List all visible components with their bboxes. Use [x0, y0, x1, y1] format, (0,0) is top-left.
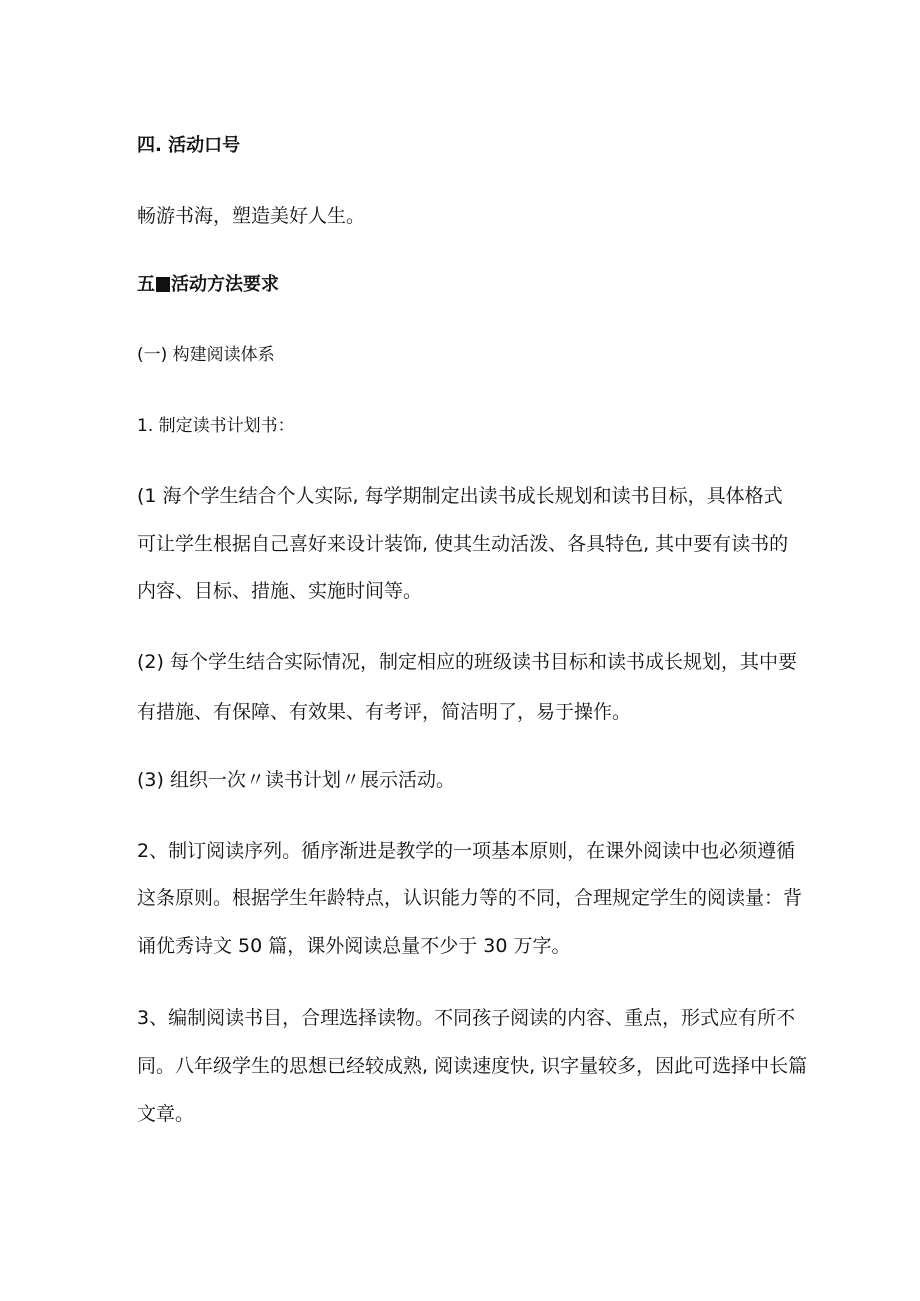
section-heading-methods: [137, 273, 279, 297]
item-title: 1. 制定读书计划书：: [137, 416, 295, 436]
paragraph-2-line-2: 有措施、有保障、有效果、有考评，简洁明了，易于操作。: [137, 701, 632, 723]
section-heading-slogan: 四. 活动口号: [137, 135, 241, 156]
heading-number: 五: [137, 274, 155, 295]
paragraph-4-line-2: 这条原则。根据学生年龄特点，认识能力等的不同，合理规定学生的阅读量：背: [137, 887, 803, 909]
paragraph-5-line-1: 3、编制阅读书目，合理选择读物。不同孩子阅读的内容、重点，形式应有所不: [137, 1007, 796, 1029]
slogan-text: 畅游书海，塑造美好人生。: [137, 205, 366, 227]
paragraph-5-line-2: 同。八年级学生的思想已经较成熟, 阅读速度快, 识字量较多，因此可选择中长篇: [137, 1055, 808, 1077]
paragraph-2-line-1: (2) 每个学生结合实际情况，制定相应的班级读书目标和读书成长规划，其中要: [137, 651, 797, 673]
paragraph-1-line-1: (1 海个学生结合个人实际, 每学期制定出读书成长规划和读书目标，具体格式: [137, 485, 783, 507]
paragraph-4-line-3: 诵优秀诗文 50 篇，课外阅读总量不少于 30 万字。: [137, 935, 571, 957]
paragraph-3-line-1: (3) 组织一次〃读书计划〃展示活动。: [137, 769, 455, 791]
heading-text: 活动方法要求: [171, 274, 279, 295]
paragraph-4-line-1: 2、制订阅读序列。循序渐进是教学的一项基本原则，在课外阅读中也必须遵循: [137, 840, 796, 862]
black-square-icon: [156, 277, 170, 292]
paragraph-1-line-3: 内容、目标、措施、实施时间等。: [137, 580, 423, 602]
paragraph-5-line-3: 文章。: [137, 1103, 195, 1125]
paragraph-1-line-2: 可让学生根据自己喜好来设计装饰, 使其生动活泼、各具特色, 其中要有读书的: [137, 533, 789, 555]
subsection-title: (一) 构建阅读体系: [137, 345, 275, 365]
